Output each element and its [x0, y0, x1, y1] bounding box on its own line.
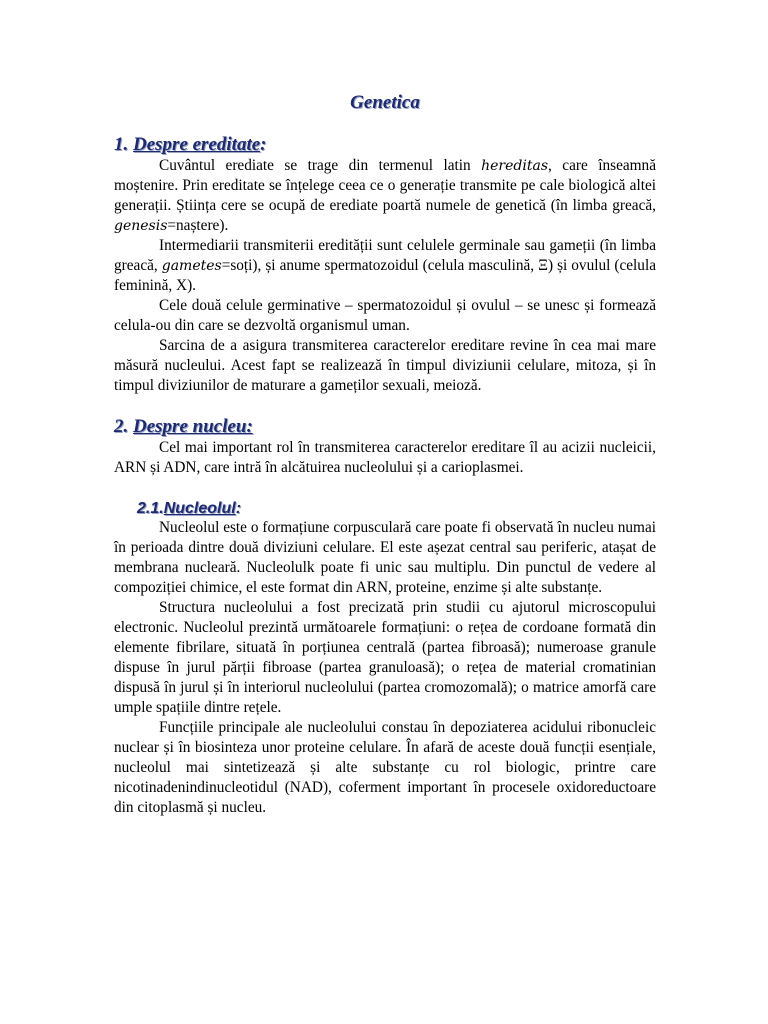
- subsection-2-1-heading: [137, 500, 656, 518]
- subsection-2-1-paragraph-3: Funcțiile principale ale nucleolului constau în depoziaterea acidului ribonucleic nuclear și în biosinteza unor proteine celulare. În afară de aceste două funcții esențiale, nucleolul mai sintetizează și alte substanțe cu rol biologic, printre care nicotinadenindinucleotidul (NAD), coferment important în procesele oxidoreductoare din citoplasmă și nucleu.: [114, 719, 656, 816]
- text-run: Intermediarii transmiterii eredității sunt celulele germinale sau gameții (în limba greacă,: [114, 237, 656, 274]
- subsection-2-1-colon: :: [235, 500, 242, 517]
- greek-term-genesis: genesis: [114, 218, 168, 234]
- section-2-number: 2.: [114, 416, 129, 437]
- section-1-colon: :: [260, 134, 267, 155]
- subsection-2-1-number: 2.1.: [137, 500, 164, 517]
- section-1-paragraph-1: [114, 156, 656, 236]
- section-1-paragraph-2: [114, 236, 656, 296]
- greek-term-gametes: gametes: [161, 258, 222, 274]
- subsection-2-1-paragraph-1: Nucleolul este o formațiune corpusculară care poate fi observată în nucleu numai în perioada dintre două diviziuni celulare. El este așezat central sau periferic, atașat de membrana nucleară. Nucleolulk poate fi unic sau multiplu. Din punctul de vedere al compoziției chimice, el este format din ARN, proteine, enzime și alte substanțe.: [114, 519, 656, 596]
- subsection-2-1-paragraph-2: Structura nucleolului a fost precizată prin studii cu ajutorul microscopului electronic. Nucleolul prezintă următoarele formațiuni: o rețea de cordoane formată din elemente fibrilare, situată în porțiunea centrală (partea fibroasă); numeroase granule dispuse în jurul părții fibroase (partea granuloasă); o rețea de material cromatinian dispusă în jurul și în interiorul nucleolului (partea cromozomală); o matrice amorfă care umple spațiile dintre rețele.: [114, 599, 656, 716]
- spacer: [114, 478, 656, 500]
- text-run: , care înseamnă moștenire. Prin ereditate se înțelege ceea ce o generație transmite pe cale biologică altei generații. Știința cere se ocupă de erediate poartă numele de genetică (în limba greacă,: [114, 157, 656, 214]
- text-run: =soți), și anume spermatozoidul (celula masculină, Ξ) și ovulul (celula feminină, X).: [114, 257, 656, 294]
- document-page: [114, 92, 656, 818]
- section-1-label: Despre ereditate: [133, 134, 261, 155]
- text-run: Cuvântul erediate se trage din termenul latin: [159, 157, 482, 174]
- latin-term-hereditas: hereditas: [481, 158, 549, 174]
- section-1-heading: [114, 134, 656, 156]
- spacer: [114, 396, 656, 416]
- text-run: =naștere).: [167, 217, 229, 234]
- section-1-number: 1.: [114, 134, 129, 155]
- subsection-2-1-label: Nucleolul: [163, 500, 236, 517]
- section-2-paragraph-1: Cel mai important rol în transmiterea caracterelor ereditare îl au acizii nucleicii, ARN și ADN, care intră în alcătuirea nucleolului și a carioplasmei.: [114, 439, 656, 476]
- section-2-label: Despre nucleu:: [133, 416, 253, 437]
- document-title: Genetica: [350, 92, 420, 113]
- section-1-paragraph-4: Sarcina de a asigura transmiterea caracterelor ereditare revine în cea mai mare măsură nucleului. Acest fapt se realizează în timpul diviziunii celulare, mitoza, și în timpul diviziunilor de maturare a gameților sexuali, meioză.: [114, 337, 656, 394]
- section-1-paragraph-3: Cele două celule germinative – spermatozoidul și ovulul – se unesc și formează celula-ou din care se dezvoltă organismul uman.: [114, 297, 656, 334]
- section-2-heading: [114, 416, 656, 438]
